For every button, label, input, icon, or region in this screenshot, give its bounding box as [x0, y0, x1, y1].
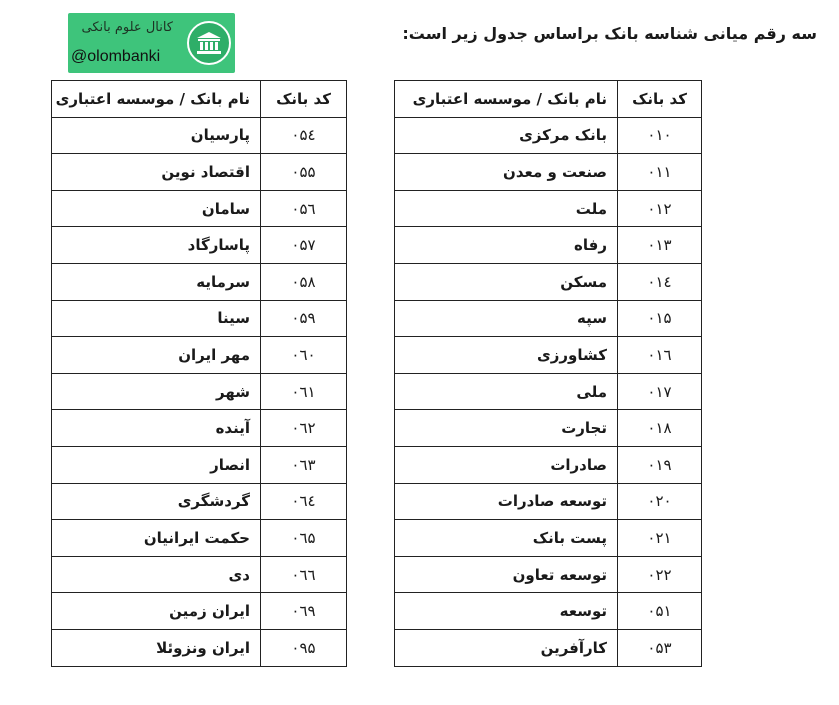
bank-code-cell: ۰٦۹ [261, 593, 347, 630]
header-bank-code: کد بانک [261, 81, 347, 118]
table-row [52, 593, 347, 630]
bank-code-cell: ۰۵۸ [261, 263, 347, 300]
table-row [395, 117, 702, 154]
table-row [52, 263, 347, 300]
bank-name-cell: شهر [52, 373, 261, 410]
bank-code-cell: ۰۱۲ [618, 190, 702, 227]
bank-code-cell: ۰۵۹ [261, 300, 347, 337]
bank-name-cell: مهر ایران [52, 337, 261, 374]
table-row [52, 117, 347, 154]
bank-name-cell: حکمت ایرانیان [52, 520, 261, 557]
bank-name-cell: بانک مرکزی [395, 117, 618, 154]
bank-name-cell: مسکن [395, 263, 618, 300]
header-bank-code: کد بانک [618, 81, 702, 118]
table-row [395, 593, 702, 630]
bank-code-cell: ۰۵۷ [261, 227, 347, 264]
bank-name-cell: گردشگری [52, 483, 261, 520]
bank-code-cell: ۰۱۳ [618, 227, 702, 264]
bank-code-cell: ۰٦۰ [261, 337, 347, 374]
header-bank-name: نام بانک / موسسه اعتباری [52, 81, 261, 118]
bank-name-cell: تجارت [395, 410, 618, 447]
bank-code-cell: ۰٦۱ [261, 373, 347, 410]
bank-code-cell: ۰۵۱ [618, 593, 702, 630]
bank-code-cell: ۰۵٦ [261, 190, 347, 227]
bank-name-cell: سرمایه [52, 263, 261, 300]
bank-code-cell: ۰۲۰ [618, 483, 702, 520]
bank-code-cell: ۰٦٦ [261, 556, 347, 593]
bank-code-cell: ۰۵٤ [261, 117, 347, 154]
bank-name-cell: دی [52, 556, 261, 593]
bank-code-cell: ۰۱٤ [618, 263, 702, 300]
bank-name-cell: توسعه [395, 593, 618, 630]
header-bank-name: نام بانک / موسسه اعتباری [395, 81, 618, 118]
bank-code-cell: ۰٦۳ [261, 446, 347, 483]
bank-name-cell: اقتصاد نوین [52, 154, 261, 191]
table-row [52, 373, 347, 410]
table-row [52, 446, 347, 483]
bank-code-cell: ۰۱۹ [618, 446, 702, 483]
bank-code-cell: ۰٦۵ [261, 520, 347, 557]
table-header-row [395, 81, 702, 118]
table-row [395, 410, 702, 447]
table-row [395, 373, 702, 410]
bank-name-cell: ملی [395, 373, 618, 410]
bank-code-cell: ۰۱۵ [618, 300, 702, 337]
bank-name-cell: ایران زمین [52, 593, 261, 630]
bank-code-cell: ۰۱۱ [618, 154, 702, 191]
bank-name-cell: توسعه صادرات [395, 483, 618, 520]
bank-name-cell: ایران ونزوئلا [52, 629, 261, 666]
bank-name-cell: رفاه [395, 227, 618, 264]
bank-code-cell: ۰۱۸ [618, 410, 702, 447]
bank-building-icon [187, 21, 231, 65]
table-row [52, 520, 347, 557]
bank-name-cell: سامان [52, 190, 261, 227]
table-row [52, 556, 347, 593]
bank-code-cell: ۰٦۲ [261, 410, 347, 447]
bank-code-cell: ۰٦٤ [261, 483, 347, 520]
table-row [395, 190, 702, 227]
table-row [52, 300, 347, 337]
channel-handle: @olombanki [71, 48, 161, 65]
table-row [395, 629, 702, 666]
channel-name: کانال علوم بانکی [81, 20, 173, 35]
table-row [395, 154, 702, 191]
bank-code-cell: ۰۵۵ [261, 154, 347, 191]
bank-codes-table-right [394, 80, 702, 667]
bank-codes-table-left [51, 80, 347, 667]
table-row [52, 227, 347, 264]
table-row [395, 227, 702, 264]
table-header-row [52, 81, 347, 118]
bank-name-cell: پارسیان [52, 117, 261, 154]
bank-code-cell: ۰۹۵ [261, 629, 347, 666]
table-row [52, 154, 347, 191]
table-row [395, 483, 702, 520]
table-row [395, 446, 702, 483]
bank-name-cell: آینده [52, 410, 261, 447]
table-row [395, 263, 702, 300]
bank-name-cell: کارآفرین [395, 629, 618, 666]
bank-name-cell: سینا [52, 300, 261, 337]
table-row [395, 337, 702, 374]
bank-code-cell: ۰۲۱ [618, 520, 702, 557]
bank-name-cell: توسعه تعاون [395, 556, 618, 593]
table-row [52, 629, 347, 666]
bank-name-cell: سپه [395, 300, 618, 337]
table-row [52, 337, 347, 374]
bank-code-cell: ۰۱۰ [618, 117, 702, 154]
table-row [395, 556, 702, 593]
bank-name-cell: پاسارگاد [52, 227, 261, 264]
table-row [52, 190, 347, 227]
bank-name-cell: انصار [52, 446, 261, 483]
table-row [52, 483, 347, 520]
bank-name-cell: ملت [395, 190, 618, 227]
bank-code-cell: ۰۱۷ [618, 373, 702, 410]
bank-name-cell: کشاورزی [395, 337, 618, 374]
channel-badge [68, 13, 235, 73]
bank-name-cell: صادرات [395, 446, 618, 483]
table-row [395, 300, 702, 337]
page-heading: سه رقم میانی شناسه بانک براساس جدول زیر است: [402, 24, 817, 43]
table-row [395, 520, 702, 557]
bank-code-cell: ۰۲۲ [618, 556, 702, 593]
bank-code-cell: ۰۱٦ [618, 337, 702, 374]
bank-code-cell: ۰۵۳ [618, 629, 702, 666]
bank-name-cell: صنعت و معدن [395, 154, 618, 191]
bank-name-cell: پست بانک [395, 520, 618, 557]
table-row [52, 410, 347, 447]
